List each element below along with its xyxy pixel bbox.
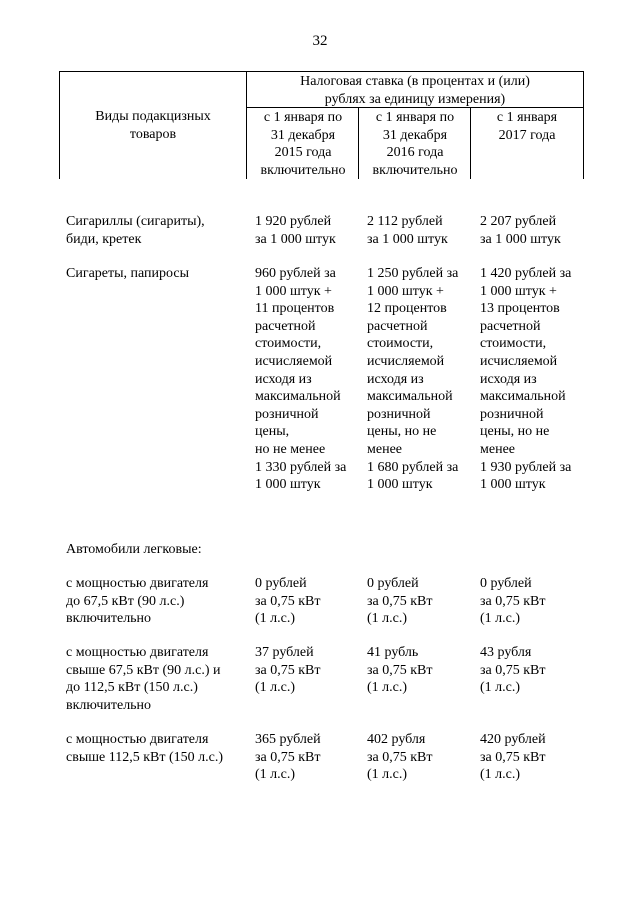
rate-2015: 37 рублей за 0,75 кВт (1 л.с.) — [255, 645, 321, 696]
header-period-2017: с 1 января 2017 года — [496, 110, 558, 143]
rate-2017: 1 420 рублей за 1 000 штук + 13 процентов расчетной стоимости, исчисляемой исходя из максимальной розничной цены, но не менее 1 930 рублей за 1 000 штук — [480, 266, 572, 493]
header-period-2015: с 1 января по 31 декабря 2015 года включительно — [260, 110, 346, 178]
rate-2017: 2 207 рублей за 1 000 штук — [480, 214, 561, 247]
row-label: Сигариллы (сигариты), биди, кретек — [66, 214, 205, 247]
row-label: с мощностью двигателя свыше 112,5 кВт (150 л.с.) — [66, 732, 223, 765]
row-label: с мощностью двигателя свыше 67,5 кВт (90 л.с.) и до 112,5 кВт (150 л.с.) включительно — [66, 645, 221, 713]
page-number: 32 — [312, 33, 328, 49]
rate-2017: 420 рублей за 0,75 кВт (1 л.с.) — [480, 732, 546, 783]
rate-2016: 41 рубль за 0,75 кВт (1 л.с.) — [367, 645, 433, 696]
rate-2017: 0 рублей за 0,75 кВт (1 л.с.) — [480, 576, 546, 627]
rate-2016: 0 рублей за 0,75 кВт (1 л.с.) — [367, 576, 433, 627]
header-rate-group: Налоговая ставка (в процентах и (или) рублях за единицу измерения) — [300, 74, 530, 107]
section-heading: Автомобили легковые: — [66, 542, 202, 557]
row-label: Сигареты, папиросы — [66, 266, 189, 281]
rate-2016: 2 112 рублей за 1 000 штук — [367, 214, 448, 247]
header-goods-cell: Виды подакцизных товаров — [95, 109, 211, 142]
row-label: с мощностью двигателя до 67,5 кВт (90 л.с.) включительно — [66, 576, 209, 627]
rate-2017: 43 рубля за 0,75 кВт (1 л.с.) — [480, 645, 546, 696]
rate-2015: 365 рублей за 0,75 кВт (1 л.с.) — [255, 732, 321, 783]
rate-2016: 1 250 рублей за 1 000 штук + 12 процентов расчетной стоимости, исчисляемой исходя из максимальной розничной цены, но не менее 1 680 рублей за 1 000 штук — [367, 266, 459, 493]
rate-2015: 1 920 рублей за 1 000 штук — [255, 214, 336, 247]
rate-2015: 960 рублей за 1 000 штук + 11 процентов расчетной стоимости, исчисляемой исходя из максимальной розничной цены, но не менее 1 330 рублей за 1 000 штук — [255, 266, 347, 493]
header-period-2016: с 1 января по 31 декабря 2016 года включительно — [372, 110, 458, 178]
rate-2016: 402 рубля за 0,75 кВт (1 л.с.) — [367, 732, 433, 783]
rate-2015: 0 рублей за 0,75 кВт (1 л.с.) — [255, 576, 321, 627]
header-top-border — [59, 71, 584, 72]
